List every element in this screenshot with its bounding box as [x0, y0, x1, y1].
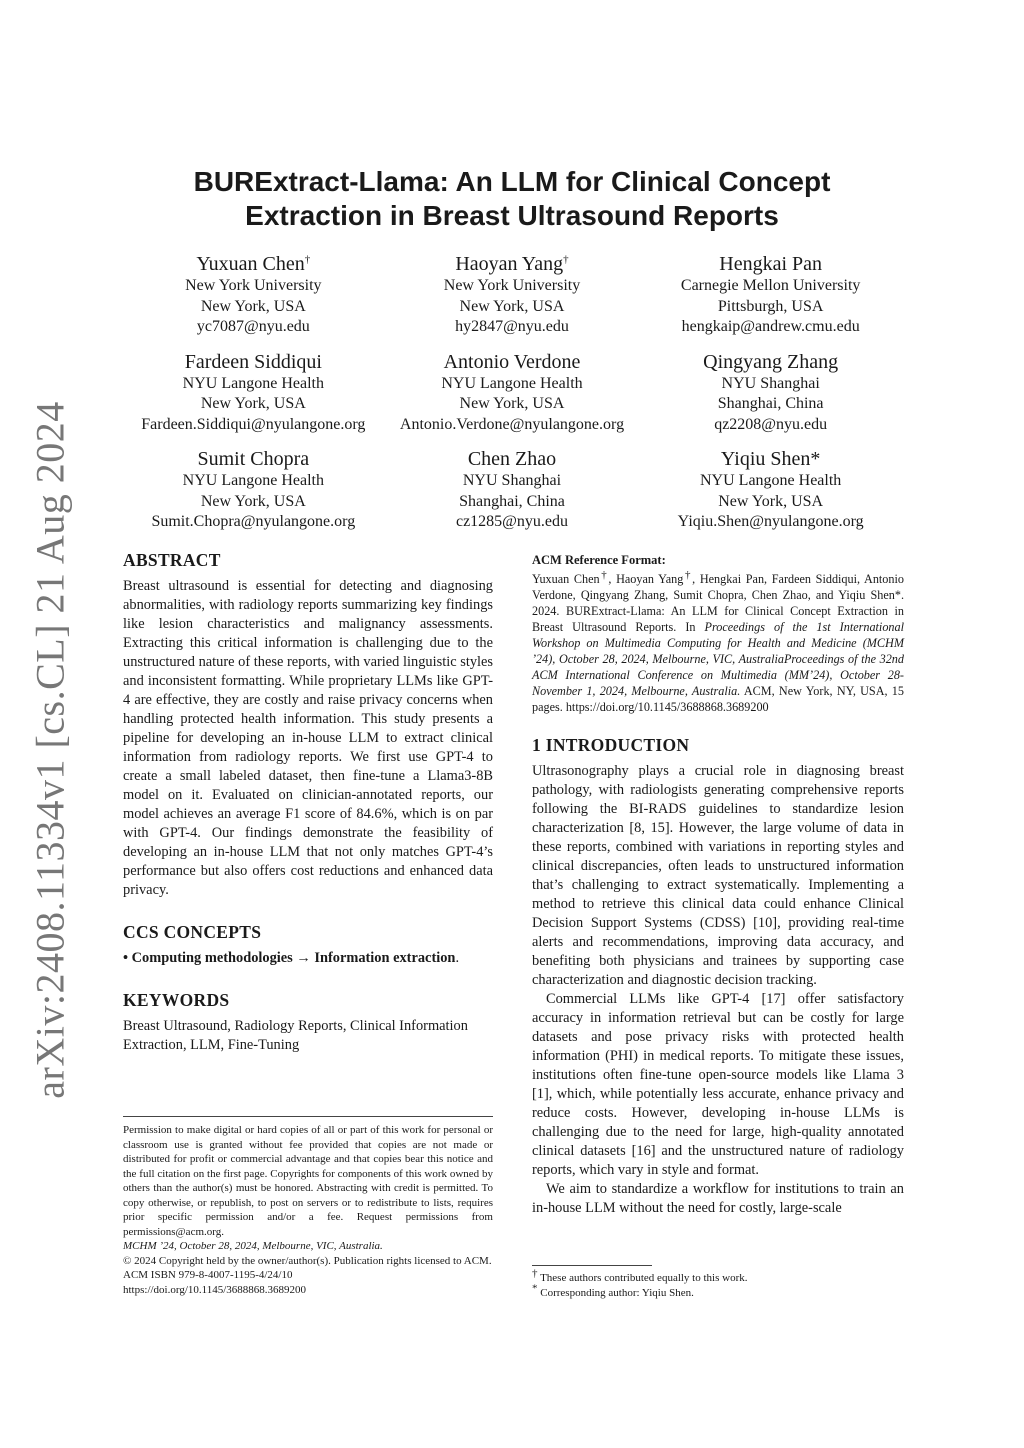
acm-reference: [532, 568, 904, 715]
footnote-mark: *: [532, 1281, 538, 1294]
right-column: [532, 553, 904, 1299]
permission-text: Permission to make digital or hard copies of all or part of this work for personal or classroom use is granted without fee provided that copies are not made or distributed for profit or commercial advantage and that copies bear this notice and the full citation on the first page. Copyrights for components of this work owned by others than the author(s) must be honored. Abstracting with credit is permitted. To copy otherwise, or republish, to post on servers or to redistribute to lists, requires prior specific permission and/or a fee. Request permissions from permissions@acm.org.: [123, 1124, 493, 1238]
ccs-bullet: •: [123, 950, 129, 966]
intro-paragraph-3: We aim to standardize a workflow for institutions to train an in-house LLM without the need for costly, large-scale: [532, 1181, 904, 1216]
acm-ref-heading: ACM Reference Format:: [532, 553, 666, 567]
author-affiliation: New York University: [185, 277, 322, 294]
author-location: New York, USA: [459, 395, 565, 412]
author-affiliation: NYU Shanghai: [721, 374, 820, 392]
author-location: New York, USA: [200, 492, 306, 510]
author-name: Antonio Verdone: [443, 350, 581, 373]
keywords-text: Breast Ultrasound, Radiology Reports, Clinical Information Extraction, LLM, Fine-Tuning: [123, 1018, 468, 1053]
ccs-tail: .: [455, 950, 460, 966]
footnote-text: These authors contributed equally to this work.: [540, 1272, 748, 1284]
author-mark: †: [304, 253, 311, 266]
venue-line: MCHM ’24, October 28, 2024, Melbourne, VIC, Australia.: [123, 1240, 383, 1252]
author-email: cz1285@nyu.edu: [455, 513, 569, 530]
acm-ref-authors-2: , Haoyan Yang: [608, 572, 684, 586]
author-block: [124, 447, 383, 533]
author-name: Chen Zhao: [467, 448, 557, 470]
footnotes: [532, 1265, 904, 1300]
author-name: Sumit Chopra: [197, 448, 310, 470]
author-block: [641, 252, 900, 338]
author-block: [124, 350, 383, 436]
author-affiliation: NYU Shanghai: [462, 472, 562, 489]
author-mark: †: [563, 253, 569, 266]
author-name: Yuxuan Chen: [196, 253, 305, 275]
author-email: hy2847@nyu.edu: [455, 318, 569, 335]
author-block: [383, 252, 642, 338]
footnote-rule: [532, 1265, 652, 1266]
permission-block: [123, 1116, 493, 1297]
author-location: New York, USA: [459, 297, 565, 315]
author-block: [641, 447, 900, 533]
introduction-heading: 1 INTRODUCTION: [532, 735, 690, 755]
author-name: Haoyan Yang: [455, 253, 564, 275]
author-location: Pittsburgh, USA: [717, 297, 824, 315]
author-affiliation: NYU Langone Health: [182, 374, 324, 392]
left-column: [123, 550, 493, 1296]
acm-ref-mark-1: †: [599, 568, 609, 581]
author-mark: *: [810, 448, 821, 470]
author-email: Fardeen.Siddiqui@nyulangone.org: [141, 415, 366, 433]
author-email: hengkaip@andrew.cmu.edu: [681, 318, 860, 335]
arxiv-sidebar: [27, 401, 73, 1099]
author-email: Antonio.Verdone@nyulangone.org: [399, 415, 625, 433]
author-location: Shanghai, China: [717, 395, 824, 412]
author-name: Hengkai Pan: [719, 253, 823, 275]
ccs-text: Computing methodologies → Information extraction: [131, 950, 456, 966]
footnote-corresponding-author: [532, 1281, 904, 1301]
author-name: Fardeen Siddiqui: [184, 350, 322, 373]
author-location: New York, USA: [200, 297, 306, 315]
author-grid: [124, 252, 900, 533]
author-name: Qingyang Zhang: [703, 350, 839, 373]
author-affiliation: NYU Langone Health: [700, 472, 842, 489]
intro-paragraph-1: Ultrasonography plays a crucial role in diagnosing breast pathology, with radiologists generating comprehensive reports following the BI-RADS guidelines to standardize lesion characterization [8, 15]. However, the large volume of data in these reports, combined with variations in reporting styles and clinical discrepancies, often leads to unstructured information that’s challenging to extract systematically. Implementing a method to retrieve this clinical data could enhance Clinical Decision Support Systems (CDSS) [10], providing real-time alerts and recommendations, improving data accuracy, and benefiting both physicians and trainees by supporting case characterization and diagnostic decision tracking.: [532, 763, 904, 988]
doi-link[interactable]: https://doi.org/10.1145/3688868.3689200: [123, 1283, 307, 1296]
abstract-text: Breast ultrasound is essential for detecting and diagnosing abnormalities, with radiology reports summarizing key findings like lesion characteristics and malignancy assessments. Extracting this critical information is challenging due to the unstructured nature of these reports, with varied linguistic styles and inconsistent formatting. While proprietary LLMs like GPT-4 are effective, they are costly and raise privacy concerns when handling protected health information. This study presents a pipeline for developing an in-house LLM to extract clinical information from radiology reports. We first use GPT-4 to create a small labeled dataset, then fine-tune a Llama3-8B model on it. Evaluated on clinician-annotated reports, our model achieves an average F1 score of 84.6%, which is on par with GPT-4. Our findings demonstrate the feasibility of developing an in-house LLM that not only matches GPT-4’s performance but also offers cost reductions and enhanced data privacy.: [123, 578, 493, 898]
abstract-heading: ABSTRACT: [123, 550, 221, 570]
author-affiliation: Carnegie Mellon University: [680, 277, 861, 294]
author-affiliation: NYU Langone Health: [441, 374, 583, 392]
author-email: qz2208@nyu.edu: [714, 415, 828, 433]
author-email: Yiqiu.Shen@nyulangone.org: [677, 513, 864, 530]
author-block: [641, 350, 900, 436]
paper-title: BURExtract-Llama: An LLM for Clinical Concept Extraction in Breast Ultrasound Reports: [193, 166, 831, 231]
acm-ref-authors-1: Yuxuan Chen: [532, 572, 600, 586]
acm-ref-tail: ACM, New York, NY, USA, 15 pages. https://doi.org/10.1145/3688868.3689200: [532, 684, 904, 714]
author-block: [124, 252, 383, 338]
isbn-line: ACM ISBN 979-8-4007-1195-4/24/10: [123, 1269, 293, 1281]
acm-ref-authors-3: , Hengkai Pan, Fardeen Siddiqui, Antonio Verdone, Qingyang Zhang, Sumit Chopra, Chen Zhao, and Yiqiu Shen*. 2024. BURExtract-Llama: An LLM for Clinical Concept Extraction in Breast Ultrasound Reports. In: [532, 572, 904, 634]
copyright-line: © 2024 Copyright held by the owner/author(s). Publication rights licensed to ACM.: [123, 1254, 492, 1267]
author-location: New York, USA: [200, 395, 306, 412]
author-location: Shanghai, China: [459, 492, 565, 510]
author-location: New York, USA: [718, 492, 824, 510]
ccs-concepts: [123, 949, 493, 968]
author-affiliation: NYU Langone Health: [182, 472, 324, 489]
arxiv-identifier: arXiv:2408.11334v1 [cs.CL] 21 Aug 2024: [27, 401, 73, 1099]
footnote-rule: [123, 1116, 493, 1117]
keywords-heading: KEYWORDS: [123, 990, 230, 1010]
author-email: yc7087@nyu.edu: [196, 318, 310, 335]
author-block: [383, 350, 642, 436]
acm-ref-mark-2: †: [683, 568, 693, 581]
intro-paragraph-2: Commercial LLMs like GPT-4 [17] offer satisfactory accuracy in information retrieval but can be costly for large datasets and pose privacy risks with protected health information (PHI) in medical reports. To mitigate these issues, institutions often fine-tune open-source models like Llama 3 [1], which, while potentially less accurate, enhance privacy and reduce costs. However, developing in-house LLMs is challenging due to the need for large, high-quality annotated clinical datasets [16] and the unstructured nature of radiology reports, which vary in style and format.: [532, 991, 904, 1178]
acm-ref-proceedings: Proceedings of the 1st International Workshop on Multimedia Computing for Health and Medicine (MCHM ’24), October 28, 2024, Melbourne, VIC, AustraliaProceedings of the 32nd ACM International Conference on Multimedia (MM’24), October 28-November 1, 2024, Melbourne, Australia.: [532, 620, 904, 698]
footnote-text: Corresponding author: Yiqiu Shen.: [540, 1286, 694, 1299]
author-email: Sumit.Chopra@nyulangone.org: [151, 513, 356, 530]
ccs-heading: CCS CONCEPTS: [123, 922, 262, 942]
author-block: [383, 447, 642, 533]
author-affiliation: New York University: [443, 277, 581, 294]
author-name: Yiqiu Shen: [720, 448, 811, 470]
footnote-mark: †: [532, 1267, 538, 1280]
footnote-equal-contribution: [532, 1267, 904, 1286]
